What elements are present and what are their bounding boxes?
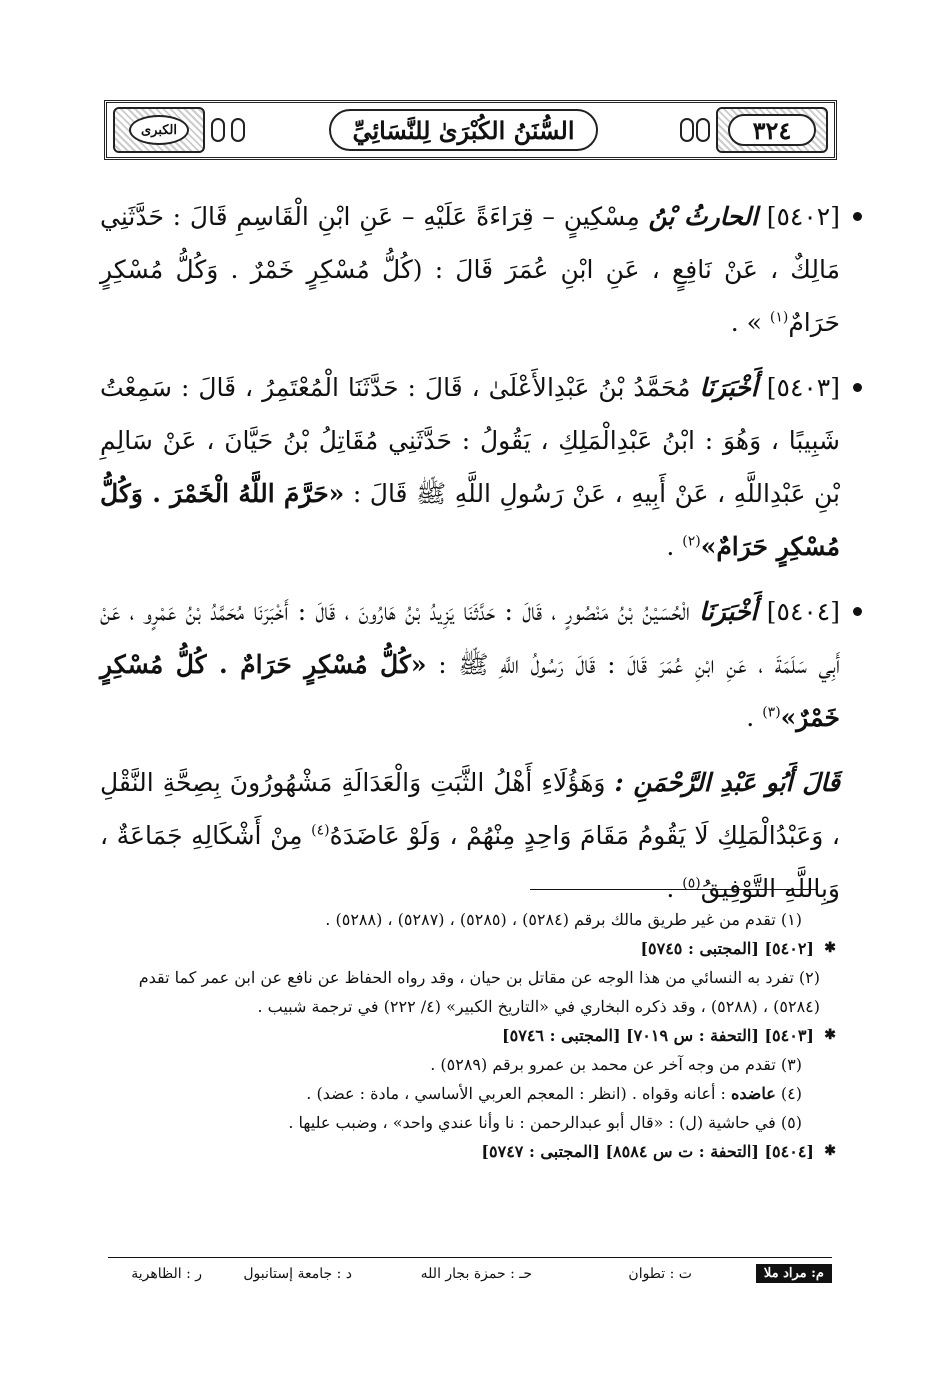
narrator-intro: أَخْبَرَنَا [699, 373, 758, 402]
source-ref-5404: ✱ [٥٤٠٤] [التحفة : ت س ٨٥٨٤] [المجتبى : ٥٧٤٧] [100, 1137, 820, 1166]
commentary-speaker: قَالَ أَبُو عَبْدِ الرَّحْمَنِ : [614, 768, 840, 797]
footnote-2: (٢) تفرد به النسائي من هذا الوجه عن مقاتل بن حيان ، وقد رواه الحفاظ عن نافع عن ابن عمر كما تقدم (٥٢٨٤) ، (٥٢٨٨) ، وقد ذكره البخاري في «التاريخ الكبير» (٤/ ٢٢٢) في ترجمة شبيب . [138, 968, 820, 1016]
hadith-number: [٥٤٠٣] [766, 373, 840, 402]
commentary-text: وَهَؤُلَاءِ أَهْلُ الثَّبَتِ وَالْعَدَالَةِ مَشْهُورُونَ بِصِحَّةِ النَّقْلِ ، وَعَبْدُالْمَلِكِ لَا يَقُومُ مَقَامَ وَاحِدٍ مِنْهُمْ ، وَلَوْ عَاضَدَهُ [100, 768, 840, 850]
hadith-text: الْحُسَيْنُ بْنُ مَنْصُورٍ ، قَالَ : حَدَّثَنَا يَزِيدُ بْنُ هَارُونَ ، قَالَ : أَخْبَرَنَا مُحَمَّدُ بْنُ عَمْرٍو ، عَنْ أَبِي سَلَمَةَ ، عَنِ ابْنِ عُمَرَ قَالَ : قَالَ رَسُولُ اللَّهِ ﷺ : [100, 597, 841, 679]
footnote-5: (٥) في حاشية (ل) : «قال أبو عبدالرحمن : نا وأنا عندي واحد» ، وضبب عليها . [288, 1113, 802, 1132]
hadith-number: [٥٤٠٤] [766, 597, 840, 626]
footnote-3: (٣) تقدم من وجه آخر عن محمد بن عمرو برقم (٥٢٨٩) . [430, 1055, 802, 1074]
commentary-end: . [666, 874, 675, 903]
footnote-text: : أعانه وقواه . (انظر : المعجم العربي الأساسي ، مادة : عضد) . [306, 1084, 726, 1103]
manuscript-key [108, 1262, 832, 1292]
hadith-5402 [100, 190, 840, 349]
hadith-text: مِسْكِينٍ – قِرَاءَةً عَلَيْهِ – عَنِ ابْنِ الْقَاسِمِ قَالَ : حَدَّثَنِي مَالِكٌ ، عَنْ نَافِعٍ ، عَنِ ابْنِ عُمَرَ قَالَ : (كُلُّ مُسْكِرٍ خَمْرٌ . وَكُلُّ مُسْكِرٍ حَرَامٌ [100, 202, 840, 337]
page-number: ٣٢٤ [728, 114, 816, 146]
footnote-headword: عاضده [731, 1084, 776, 1103]
manuscript-key-item: ر : الظاهرية [131, 1266, 202, 1282]
knot-ornament [231, 118, 245, 142]
right-ornament [716, 107, 828, 153]
narrator-intro: الحارثُ بْنُ [648, 202, 758, 231]
footnote-number: (٤) [780, 1084, 802, 1103]
page-header [104, 100, 837, 160]
prophetic-saying: «حَرَّمَ اللَّهُ الْخَمْرَ . وَكُلُّ مُسْكِرٍ حَرَامٌ» [100, 479, 840, 561]
hadith-text: مُحَمَّدُ بْنُ عَبْدِالأَعْلَىٰ ، قَالَ : حَدَّثَنَا الْمُعْتَمِرُ ، قَالَ : سَمِعْتُ شَبِيبًا ، وَهُوَ : ابْنُ عَبْدِالْمَلِكِ ، يَقُولُ : حَدَّثَنِي مُقَاتِلُ بْنُ حَيَّانَ ، عَنْ سَالِمِ بْنِ عَبْدِاللَّهِ ، عَنْ أَبِيهِ ، عَنْ رَسُولِ اللَّهِ ﷺ قَالَ : [100, 373, 841, 508]
footnote-4 [100, 1079, 820, 1108]
manuscript-key-item: حـ : حمزة بجار الله [420, 1266, 532, 1282]
footnotes [100, 905, 820, 1166]
manuscript-badge: م: مراد ملا [756, 1264, 832, 1283]
knot-ornament [211, 118, 225, 142]
author-commentary [100, 756, 840, 915]
hadith-body [100, 190, 840, 915]
left-ornament [113, 107, 205, 153]
source-ref-5402: ✱ [٥٤٠٢] [المجتبى : ٥٧٤٥] [100, 934, 820, 963]
hadith-end: . [746, 703, 755, 732]
hadith-5403 [100, 361, 840, 573]
footnote-ref: (٤) [311, 822, 330, 839]
hadith-number: [٥٤٠٢] [766, 202, 840, 231]
manuscript-key-item: د : جامعة إستانبول [243, 1266, 352, 1282]
footnote-ref: (٢) [682, 533, 701, 550]
footnote-ref: (١) [769, 309, 789, 326]
prophetic-saying: «كُلُّ مُسْكِرٍ حَرَامٌ . كُلُّ مُسْكِرٍ خَمْرٌ» [100, 650, 840, 732]
book-title: السُّنَنُ الكُبْرَىٰ لِلنَّسَائِيِّ [329, 109, 598, 151]
footnote-1: (١) تقدم من غير طريق مالك برقم (٥٢٨٤) ، (٥٢٨٥) ، (٥٢٨٧) ، (٥٢٨٨) . [325, 910, 802, 929]
manuscript-key-item: ت : تطوان [628, 1266, 692, 1282]
ornament-medallion: الكبرى [129, 115, 189, 145]
hadith-end: » . [730, 308, 762, 337]
narrator-intro: أَخْبَرَنَا [699, 597, 758, 626]
hadith-5404 [100, 585, 840, 744]
key-divider [108, 1257, 832, 1258]
footnote-divider [530, 889, 816, 890]
source-ref-5403: ✱ [٥٤٠٣] [التحفة : س ٧٠١٩] [المجتبى : ٥٧٤٦] [100, 1021, 820, 1050]
commentary-text: مِنْ أَشْكَالِهِ جَمَاعَةٌ ، وَبِاللَّهِ التَّوْفِيقُ [100, 821, 840, 903]
footnote-ref: (٣) [762, 704, 781, 721]
knot-ornament [680, 118, 694, 142]
footnote-ref: (٥) [682, 875, 701, 892]
hadith-end: . [666, 532, 675, 561]
knot-ornament [696, 118, 710, 142]
